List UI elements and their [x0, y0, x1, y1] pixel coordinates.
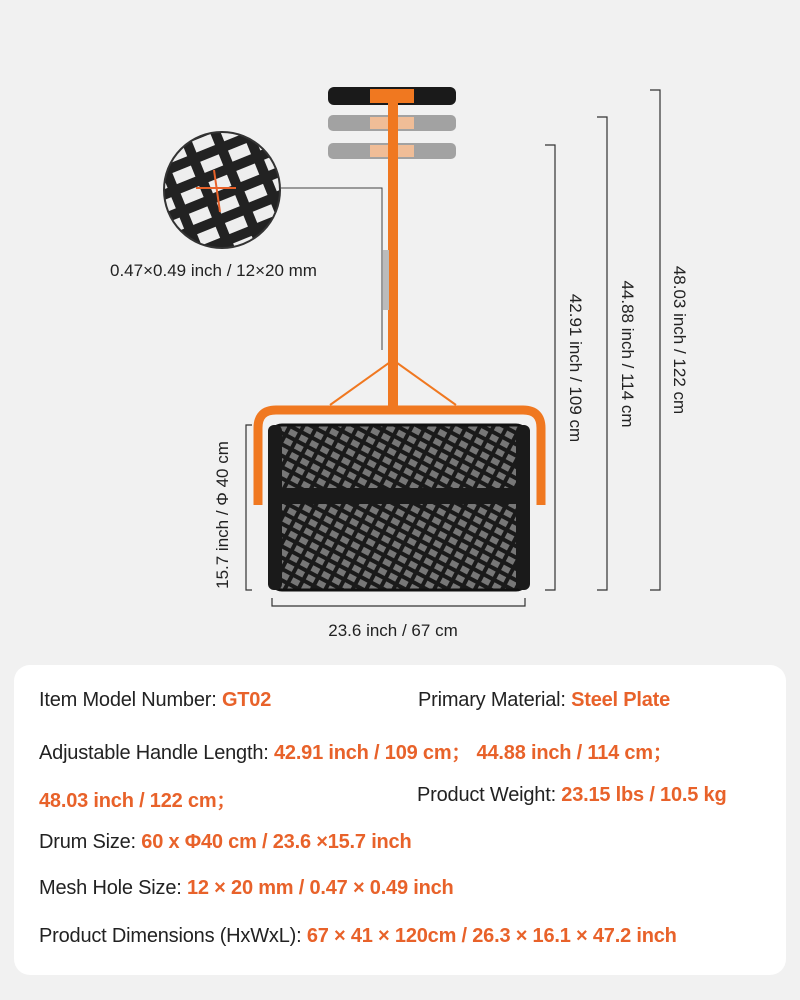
- spec-dimensions: [39, 925, 677, 948]
- drum-diameter-label: 15.7 inch / Φ 40 cm: [213, 441, 232, 589]
- mesh-size-label: 0.47×0.49 inch / 12×20 mm: [110, 261, 317, 280]
- spec-handle-value-1: 42.91 inch / 109 cm； 44.88 inch / 114 cm；: [273, 742, 673, 764]
- spec-model-value: GT02: [221, 689, 272, 711]
- spec-mesh: [39, 877, 454, 900]
- spec-mesh-value: 12 × 20 mm / 0.47 × 0.49 inch: [186, 877, 454, 899]
- mesh-drum: [268, 425, 530, 590]
- spec-handle: [39, 736, 673, 765]
- height-mid-label: 44.88 inch / 114 cm: [618, 280, 637, 428]
- drum-width-label: 23.6 inch / 67 cm: [328, 621, 458, 640]
- spec-drum: [39, 831, 412, 854]
- height-low-label: 42.91 inch / 109 cm: [566, 293, 585, 443]
- spec-weight-label: Product Weight:: [417, 784, 562, 806]
- spec-weight: [417, 784, 726, 807]
- spec-dimensions-value: 67 × 41 × 120cm / 26.3 × 16.1 × 47.2 inch: [306, 925, 677, 947]
- spec-handle-label: Adjustable Handle Length:: [39, 742, 274, 764]
- spec-model-label: Item Model Number:: [39, 689, 222, 711]
- spec-drum-label: Drum Size:: [39, 831, 142, 853]
- spec-drum-value: 60 x Φ40 cm / 23.6 ×15.7 inch: [141, 831, 412, 853]
- height-high-label: 48.03 inch / 122 cm: [670, 265, 689, 415]
- spec-material-label: Primary Material:: [418, 689, 572, 711]
- spec-dimensions-label: Product Dimensions (HxWxL):: [39, 925, 307, 947]
- spec-material-value: Steel Plate: [571, 689, 671, 711]
- handle-pole: [330, 92, 456, 412]
- spec-material: [418, 689, 670, 712]
- mesh-zoom-detail: [160, 130, 382, 350]
- spec-mesh-label: Mesh Hole Size:: [39, 877, 187, 899]
- spec-model: [39, 689, 271, 712]
- spec-weight-value: 23.15 lbs / 10.5 kg: [561, 784, 727, 806]
- spec-panel: [14, 665, 786, 975]
- spec-handle-value-2: 48.03 inch / 122 cm；: [39, 790, 237, 812]
- spec-handle-cont: [39, 784, 236, 813]
